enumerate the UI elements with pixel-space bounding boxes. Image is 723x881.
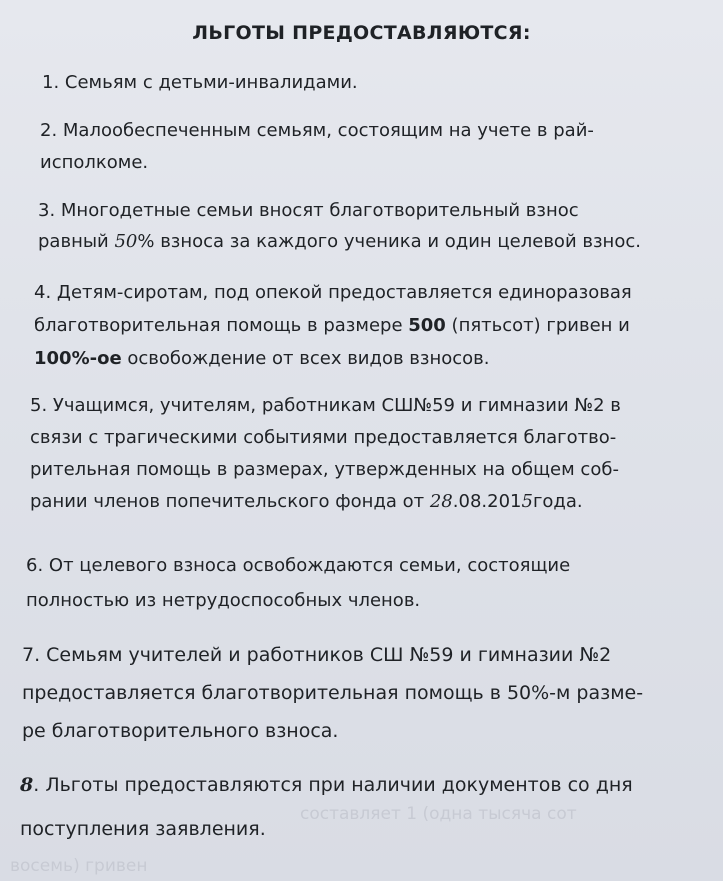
item-text: % взноса за каждого ученика и один целевой взнос. (137, 231, 641, 252)
list-item-6 (26, 548, 570, 618)
item-line: 3. Многодетные семьи вносят благотворительный взнос (38, 200, 579, 221)
item-line: полностью из нетрудоспособных членов. (26, 590, 421, 611)
item-line (38, 226, 641, 257)
item-line: связи с трагическими событиями предоставляется благотво- (30, 427, 617, 448)
item-line: поступления заявления. (20, 818, 266, 840)
document-title: ЛЬГОТЫ ПРЕДОСТАВЛЯЮТСЯ: (192, 22, 531, 44)
item-line: 1. Семьям с детьми-инвалидами. (42, 72, 358, 93)
item-text: благотворительная помощь в размере (34, 315, 409, 336)
item-line: предоставляется благотворительная помощь в 50%-м разме- (22, 682, 644, 704)
item-text: (пятьсот) гривен и (445, 315, 630, 336)
item-text: года. (532, 491, 583, 512)
list-item-1 (42, 67, 358, 98)
bold-value: 500 (408, 315, 446, 336)
item-text: . Льготы предоставляются при наличии документов со дня (33, 774, 633, 796)
item-line: ре благотворительного взноса. (22, 720, 339, 742)
list-item-8 (20, 763, 633, 851)
list-item-2 (40, 115, 594, 179)
handwritten-number: 8 (20, 774, 34, 796)
item-text: рании членов попечительского фонда от (30, 491, 430, 512)
item-text: равный (38, 231, 115, 252)
handwritten-year-digit: 5 (521, 491, 533, 512)
item-line: 7. Семьям учителей и работников СШ №59 и гимназии №2 (22, 644, 612, 666)
show-through-line: восемь) гривен (10, 856, 148, 876)
item-line: 2. Малообеспеченным семьям, состоящим на учете в рай- (40, 120, 594, 141)
item-text: .08.201 (452, 491, 522, 512)
item-line: 6. От целевого взноса освобождаются семьи, состоящие (26, 555, 571, 576)
item-line: 4. Детям-сиротам, под опекой предоставляется единоразовая (34, 282, 632, 303)
item-line: исполкоме. (40, 152, 149, 173)
list-item-4 (34, 276, 632, 375)
item-line (30, 486, 621, 518)
list-item-5 (30, 390, 621, 518)
item-text: освобождение от всех видов взносов. (121, 348, 490, 369)
handwritten-day: 28 (429, 491, 453, 512)
show-through-line: составляет 1 (одна тысяча сот (300, 804, 577, 824)
bold-value: 100%-ое (34, 348, 122, 369)
item-line: 5. Учащимся, учителям, работникам СШ№59 и гимназии №2 в (30, 395, 621, 416)
item-line (20, 763, 633, 807)
list-item-3 (38, 195, 641, 257)
list-item-7 (22, 636, 643, 750)
item-line: рительная помощь в размерах, утвержденных на общем соб- (30, 459, 619, 480)
item-line (34, 342, 632, 375)
item-line (34, 309, 632, 342)
handwritten-value: 50 (114, 231, 138, 252)
